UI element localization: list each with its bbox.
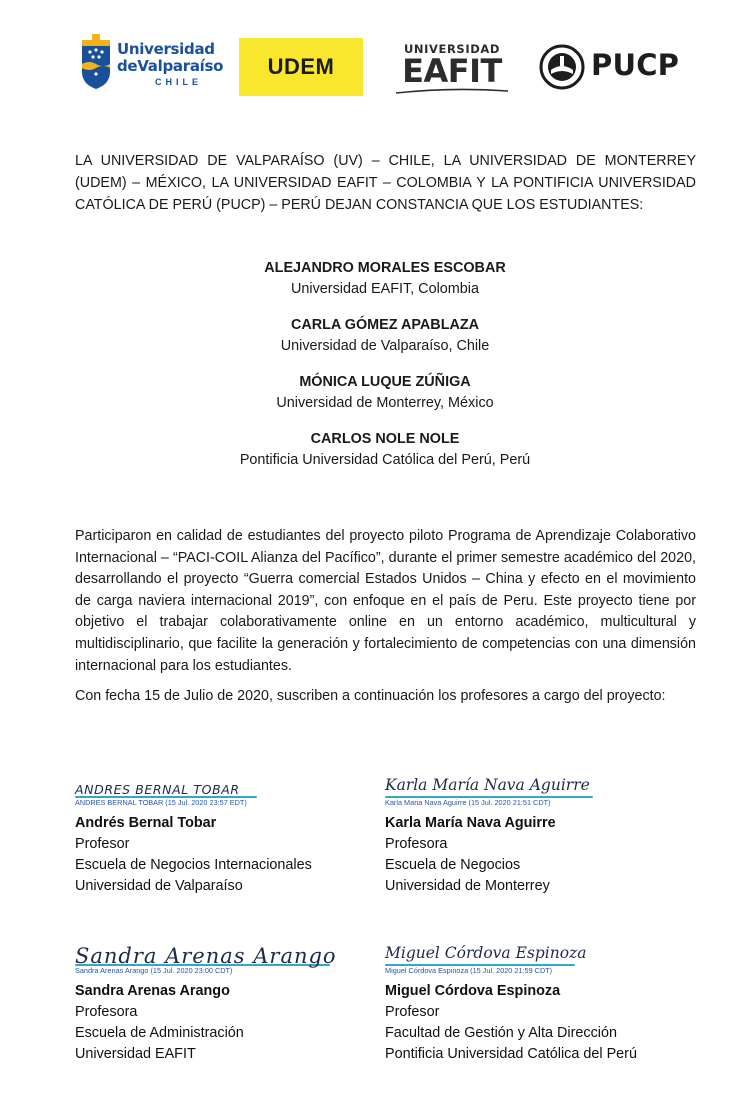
uv-line1: Universidad bbox=[117, 40, 215, 58]
signature-block bbox=[75, 776, 395, 897]
signer-name: Karla María Nava Aguirre bbox=[385, 815, 556, 831]
student-university: Pontificia Universidad Católica del Perú, Perú bbox=[239, 452, 531, 468]
signer-role: Profesora bbox=[385, 836, 448, 852]
udem-logo bbox=[239, 38, 363, 96]
student-entry bbox=[0, 372, 735, 414]
signature-timestamp: Sandra Arenas Arango (15 Jul. 2020 23:00 CDT) bbox=[75, 966, 233, 975]
signer-school: Escuela de Negocios bbox=[385, 857, 521, 873]
handwritten-signature: ANDRES BERNAL TOBAR bbox=[75, 782, 240, 797]
signer-role: Profesor bbox=[75, 836, 130, 852]
student-name: CARLA GÓMEZ APABLAZA bbox=[290, 317, 480, 333]
signature-block bbox=[385, 944, 705, 1065]
universidad-de-valparaiso-logo bbox=[80, 34, 224, 96]
signature-block bbox=[385, 776, 705, 897]
signer-name: Andrés Bernal Tobar bbox=[75, 815, 217, 831]
pucp-wordmark: PUCP bbox=[591, 48, 680, 82]
signer-university: Pontificia Universidad Católica del Perú bbox=[385, 1046, 637, 1062]
signer-school: Escuela de Negocios Internacionales bbox=[75, 857, 312, 873]
signer-role: Profesor bbox=[385, 1004, 440, 1020]
intro-statement: LA UNIVERSIDAD DE VALPARAÍSO (UV) – CHILE, LA UNIVERSIDAD DE MONTERREY (UDEM) – MÉXICO, LA UNIVERSIDAD EAFIT – COLOMBIA Y LA PONTIFICIA UNIVERSIDAD CATÓLICA DE PERÚ (PUCP) – PERÚ DEJAN CONSTANCIA QUE LOS ESTUDIANTES: bbox=[75, 153, 696, 213]
uv-wordmark bbox=[117, 42, 223, 87]
student-name: MÓNICA LUQUE ZÚÑIGA bbox=[299, 374, 471, 390]
signer-university: Universidad de Valparaíso bbox=[75, 878, 243, 894]
student-university: Universidad de Valparaíso, Chile bbox=[280, 338, 490, 354]
student-entry bbox=[0, 315, 735, 357]
participation-paragraph: Participaron en calidad de estudiantes del proyecto piloto Programa de Aprendizaje Colaborativo Internacional – “PACI-COIL Alianza del Pacífico”, durante el primer semestre académico del 2020, desarrollando el proyecto “Guerra comercial Estados Unidos – China y efecto en el movimiento de carga naviera internacional 2019”, con enfoque en el país de Peru. Este proyecto tiene por objetivo el trabajar colaborativamente online en un entorno académico, multicultural y multidisciplinario, que facilite la generación y fortalecimiento de competencias con una dimensión internacional para los estudiantes. bbox=[75, 528, 696, 674]
signer-school: Escuela de Administración bbox=[75, 1025, 244, 1041]
signer-name: Miguel Córdova Espinoza bbox=[385, 983, 561, 999]
uv-line2: deValparaíso bbox=[117, 57, 224, 75]
signature-block bbox=[75, 944, 395, 1065]
eafit-top-text: UNIVERSIDAD bbox=[403, 42, 500, 56]
udem-wordmark: UDEM bbox=[267, 54, 335, 79]
student-name: CARLOS NOLE NOLE bbox=[310, 431, 460, 447]
student-name: ALEJANDRO MORALES ESCOBAR bbox=[264, 260, 506, 276]
handwritten-signature: Miguel Córdova Espinoza bbox=[385, 944, 587, 962]
signer-role: Profesora bbox=[75, 1004, 138, 1020]
signature-timestamp: ANDRES BERNAL TOBAR (15 Jul. 2020 23:57 EDT) bbox=[75, 798, 247, 807]
signer-university: Universidad EAFIT bbox=[75, 1046, 196, 1062]
signer-name: Sandra Arenas Arango bbox=[75, 983, 230, 999]
student-entry bbox=[0, 429, 735, 471]
signer-university: Universidad de Monterrey bbox=[385, 878, 550, 894]
closing-sentence: Con fecha 15 de Julio de 2020, suscriben a continuación los profesores a cargo del proyecto: bbox=[75, 688, 666, 704]
student-university: Universidad de Monterrey, México bbox=[276, 395, 494, 411]
signature-timestamp: Miguel Córdova Espinoza (15 Jul. 2020 21:59 CDT) bbox=[385, 966, 553, 975]
handwritten-signature: Karla María Nava Aguirre bbox=[385, 776, 590, 794]
student-university: Universidad EAFIT, Colombia bbox=[291, 281, 479, 297]
handwritten-signature: Sandra Arenas Arango bbox=[75, 944, 337, 968]
eafit-main-text: EAFIT bbox=[402, 52, 502, 90]
pucp-seal-icon bbox=[539, 44, 585, 90]
eafit-swoosh-icon bbox=[396, 88, 508, 94]
students-list bbox=[0, 258, 735, 486]
eafit-logo bbox=[394, 42, 510, 94]
signer-school: Facultad de Gestión y Alta Dirección bbox=[385, 1025, 617, 1041]
uv-line3: CHILE bbox=[155, 77, 202, 87]
signature-timestamp: Karla Maria Nava Aguirre (15 Jul. 2020 21:51 CDT) bbox=[385, 798, 551, 807]
uv-shield-icon bbox=[80, 34, 112, 90]
student-entry bbox=[0, 258, 735, 300]
pucp-logo bbox=[539, 44, 689, 94]
